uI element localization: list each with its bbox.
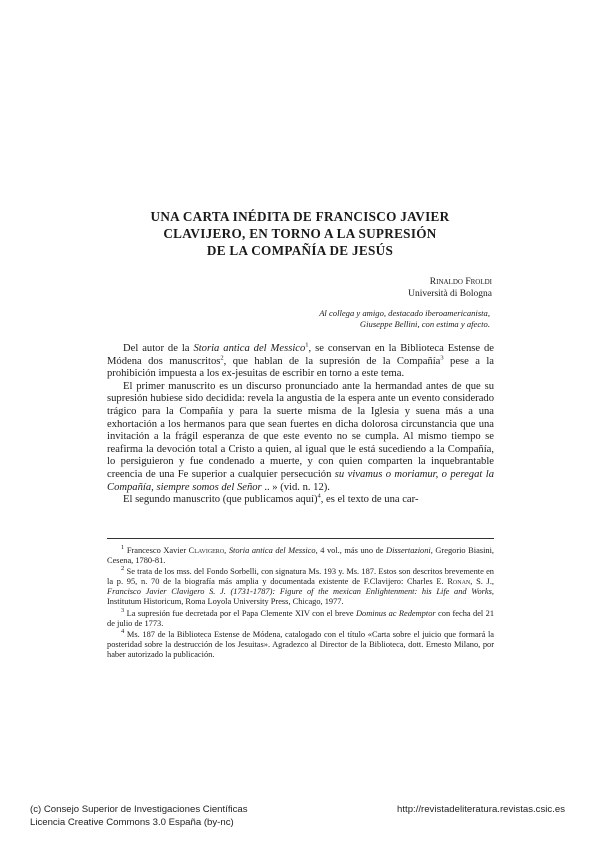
- work-title: Dissertazioni: [386, 546, 431, 555]
- title-line-3: DE LA COMPAÑÍA DE JESÚS: [206, 243, 394, 258]
- footnote-number: 1: [121, 544, 125, 552]
- footnote-ref: 2: [220, 354, 224, 362]
- work-title: Francisco Javier Clavigero S. J. (1731-1787): Figure of the mexican Enlightenment: his Life and Works: [107, 587, 492, 597]
- footnote-number: 4: [121, 627, 125, 635]
- text-span: .. » (vid. n. 12).: [261, 481, 330, 493]
- latin-quote: su vivamus o moriamur, o peregat la Compañía, siempre somos del Señor: [107, 468, 494, 493]
- title-line-2: CLAVIJERO, EN TORNO A LA SUPRESIÓN: [163, 226, 437, 241]
- footnote-ref: 3: [440, 354, 444, 362]
- text-span: , es el texto de una car-: [320, 494, 419, 506]
- text-span: , se conservan en la Biblioteca Estense de Módena dos manuscritos: [107, 343, 494, 367]
- copyright-notice: (c) Consejo Superior de Investigaciones Científicas: [30, 804, 248, 815]
- paragraph-2: [107, 381, 494, 494]
- footer-row: [30, 804, 565, 817]
- journal-url-link[interactable]: http://revistadeliteratura.revistas.csic.es: [397, 804, 565, 815]
- paragraph-3: [107, 494, 494, 507]
- text-span: , S. J.,: [470, 577, 495, 587]
- work-title: Dominus ac Redemptor: [355, 608, 436, 618]
- text-span: Del autor de la: [123, 343, 194, 354]
- footnote-ref: 1: [305, 341, 309, 349]
- dedication: [319, 308, 490, 330]
- author-name-sc: Clavigero: [188, 546, 225, 555]
- footnote-3: [107, 606, 495, 629]
- text-span: ,: [224, 546, 229, 555]
- text-span: El segundo manuscrito (que publicamos aquí): [123, 494, 318, 506]
- text-span: , 4 vol., más uno de: [315, 546, 387, 555]
- license-notice: Licencia Creative Commons 3.0 España (by-nc): [30, 816, 234, 828]
- footnote-divider: [107, 538, 494, 539]
- text-span: , que hablan de la supresión de la Compañía: [223, 355, 441, 367]
- page-footer: [30, 804, 565, 829]
- text-span: Francesco Xavier: [126, 546, 189, 555]
- footnotes: [107, 546, 494, 661]
- text-span: Se trata de los mss. del Fondo Sorbelli, con signatura Ms. 193 y. Ms. 187. Estos son descritos brevemente en la p. 95, n. 70 de la biografía más amplia y documentada existente de F.Clavijero: Charles E.: [107, 567, 494, 587]
- text-span: El primer manuscrito es un discurso pronunciado ante la hermandad antes de que su supresión hubiese sido decidida: revela la angustia de la espera ante un evento considerado trágico para la Compañía y para la suerte misma de la Iglesia y suena más a una exhortación a los hermanos para que sean fuertes en dicha dolorosa circunstancia que una invitación a la frágil esperanza de que este evento no se cumpla. Al mismo tiempo se reafirma la devoción total a Cristo a quien, al igual que le está sucediendo a la Compañía, lo persiguieron y fue condenado a muerte, y con quien comparten la inquebrantable creencia de una Fe superior a cualquier persecución: [107, 380, 494, 480]
- footnote-2: [107, 567, 494, 607]
- article-title: [100, 208, 500, 259]
- footnote-number: 2: [121, 565, 125, 573]
- title-line-1: UNA CARTA INÉDITA DE FRANCISCO JAVIER: [150, 209, 450, 224]
- dedication-line-2: Giuseppe Bellini, con estima y afecto.: [359, 319, 490, 329]
- text-span: , Gregorio Biasini, Cesena, 1780-81.: [107, 546, 494, 566]
- author-affiliation: Università di Bologna: [408, 289, 492, 299]
- author-name-sc: Ronan: [447, 577, 471, 587]
- text-span: , Institutum Historicum, Roma Loyola University Press, Chicago, 1977.: [107, 587, 494, 607]
- text-span: con fecha del 21 de julio de 1773.: [107, 608, 495, 628]
- work-title: Storia antica del Messico: [228, 546, 316, 555]
- footnote-ref: 4: [317, 492, 321, 500]
- author-block: [408, 276, 492, 300]
- dedication-line-1: Al collega y amigo, destacado iberoamericanista,: [319, 308, 490, 318]
- text-span: pese a la prohibición impuesta a los ex-jesuitas de escribir en torno a este tema.: [107, 355, 494, 380]
- footnote-4: [107, 627, 494, 660]
- footnote-1: [107, 546, 494, 566]
- text-span: La supresión fue decretada por el Papa Clemente XIV con el breve: [126, 608, 356, 618]
- author-name: Rinaldo Froldi: [429, 277, 492, 287]
- article-body: [107, 343, 494, 507]
- footnote-number: 3: [121, 606, 125, 614]
- work-title: Storia antica del Messico: [193, 343, 306, 354]
- paragraph-1: [107, 343, 494, 381]
- text-span: Ms. 187 de la Biblioteca Estense de Módena, catalogado con el título «Carta sobre el juicio que formará la posteridad sobre la destrucción de los Jesuitas». Agradezco al Director de la Biblioteca, dott. Ernesto Milano, por haber autorizado la publicación.: [107, 629, 494, 659]
